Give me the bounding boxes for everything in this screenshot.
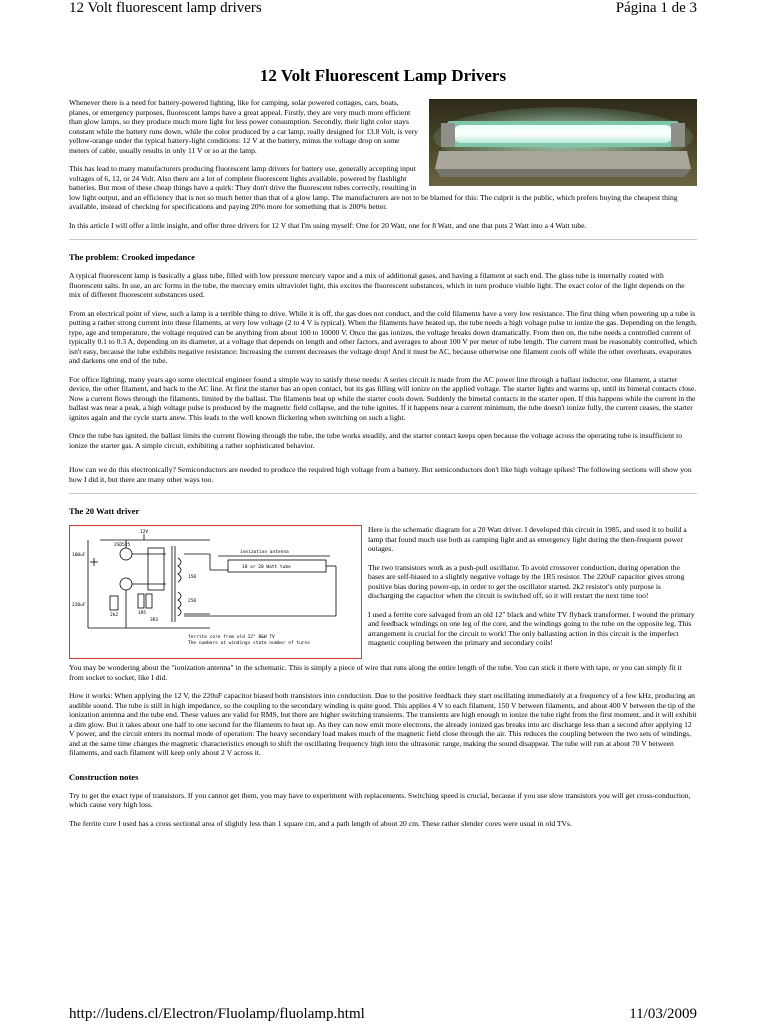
construction-paragraph-2: The ferrite core I used has a cross sectional area of slightly less than 1 square cm, and a path length of about 20 cm. These rather slender cores were usual in old TVs.	[69, 818, 572, 828]
driver-paragraph-2: The two transistors work as a push-pull oscillator. To avoid crossover conduction, during operation the bases are self-biased to a slightly negative voltage by the 1R5 resistor. The 220uF capacitor gives strong positive bias during power-up, in order to get the oscillator started. 2k2 resistor's only purpose is discharging the capacitor when the circuit is switched off, so it will restart the next time too!	[368, 562, 685, 600]
driver-paragraph-5: How it works: When applying the 12 V, the 220uF capacitor biased both transistors into conduction. Due to the positive feedback they start oscillating immediately at a frequency of a few kHz, producing an audible sound. The tube is still in high impedance, so the coupling to the secondary winding is quite good. This applies 4 V to each filament, 150 V between filaments, and about 400 V between the tip of the ionization antenna and the tube end. These values are valid for RMS, but there are higher switching transients. The transients are high enough to ionize the tube right from the first moment, and it will exhibit a dim glow. But it takes about one half to one second for the filaments to heat up. As they can now emit more electrons, the already ionized gas breaks into arc discharge less than a second after applying 12 V power, and the circuit enters its normal mode of operation: The heavy secondary load makes much of the magnetic field close through the air. This reduces the coupling between the two sets of windings, and at the same time changes the magnetic characteristics enough to shift the oscillating frequency high into the ultrasonic range, making the sound disappear. The tube will run at about 70 V between filaments, and each filament will keep only about 2 V across it.	[69, 691, 697, 757]
schematic-label-100uf: 100uF	[72, 553, 86, 558]
schematic-label-3r3: 3R3	[150, 618, 159, 623]
driver-paragraph-3: I used a ferrite core salvaged from an old 12" black and white TV flyback transformer. I wound the primary and feedback windings on one leg of the core, and the windings going to the tube on the opposite leg. This arrangement is crucial for the circuit to work! The only ballasting action in this circuit is the imperfect magnetic coupling between the primary and secondary coils!	[368, 609, 695, 647]
schematic-label-220uf: 220uF	[72, 603, 86, 608]
article	[69, 66, 697, 837]
page-header-pagenum: Página 1 de 3	[615, 0, 697, 16]
driver-paragraph-1: Here is the schematic diagram for a 20 Watt driver. I developed this circuit in 1985, and used it to build a lamp that found much use both as camping light and as emergency light during the then-frequent power outages.	[368, 525, 687, 553]
intro-paragraph-2: This has lead to many manufacturers producing fluorescent lamp drivers for battery use, generally accepting input voltages of 6, 12, or 24 Volt. Also there are a lot of complete fluorescent lights available, powered by flashlight batteries. But most of these cheap things have a quirk: They don't drive the fluorescent tubes correctly, resulting in low light output, and an efficiency that is not so much better than that of a glow lamp. The manufacturers are not to be blamed for this: The culprit is the public, which prefers buying the cheapest thing available, instead of checking for specifications and paying 20% more for something that is 200% better.	[69, 164, 678, 211]
section-heading-construction: Construction notes	[69, 771, 139, 782]
page-footer-date: 11/03/2009	[629, 1006, 697, 1022]
schematic-diagram	[69, 525, 362, 659]
schematic-label-250: 250	[188, 599, 197, 604]
schematic-label-1r5: 1R5	[138, 611, 147, 616]
schematic-label-ferrite: ferrite core from old 12" B&W TV	[188, 635, 275, 640]
schematic-label-150: 150	[188, 575, 197, 580]
schematic-label-2sd525: 2SD525	[114, 543, 131, 548]
problem-paragraph-5: How can we do this electronically? Semiconductors are needed to produce the required high voltage from a battery. But semiconductors don't like high voltage spikes! The following sections will show you how I did it, but there are many other ways too.	[69, 465, 692, 484]
problem-paragraph-4: Once the tube has ignited, the ballast limits the current flowing through the tube, the tube works steadily, and the starter contact keeps open because the voltage across the operating tube is insufficient to ionize the starter gas. A simple circuit, exhibiting a rather sophisticated behavior.	[69, 431, 683, 450]
page-footer-url[interactable]: http://ludens.cl/Electron/Fluolamp/fluolamp.html	[69, 1006, 365, 1022]
driver-paragraph-4: You may be wondering about the "ionization antenna" in the schematic. This is simply a piece of wire that runs along the entire length of the tube. You can stick it there with tape, or you can simply fit it from socket to socket, like I did.	[69, 663, 682, 682]
section-heading-20w-driver: The 20 Watt driver	[69, 506, 140, 516]
page-header-title: 12 Volt fluorescent lamp drivers	[69, 0, 262, 16]
intro-section	[69, 98, 697, 230]
schematic-label-tube: 18 or 20 Watt tube	[242, 565, 291, 570]
intro-paragraph-1: Whenever there is a need for battery-powered lighting, like for camping, solar powered cottages, cars, boats, planes, or emergency purposes, fluorescent lamps have a great appeal. Firstly, they are very much more efficient than glow lamps, so they produce much more light for less power consumption. Secondly, their light color stays constant while the battery runs down, while the color produced by a car lamp, really designed for 13.8 Volt, is very yellow-orange under the typical battery-light conditions: 12 V at the battery, minus the voltage drop on some meters of cable, usually results in only 11 V or so at the lamp.	[69, 98, 418, 155]
schematic-label-2k2: 2k2	[110, 613, 119, 618]
divider	[69, 493, 697, 494]
schematic-label-numbers: The numbers at windings state number of turns	[188, 641, 310, 646]
section-heading-problem: The problem: Crooked impedance	[69, 252, 195, 262]
problem-paragraph-3: For office lighting, many years ago some electrical engineer found a simple way to satisfy these needs: A series circuit is made from the AC power line through a ballast inductor, one filament, a starter device, the other filament, and back to the AC line. At first the starter has an open contact, but its gas filling will ionize on the applied voltage. The starter lights and warms up, until its bimetal contacts close. Now a current flows through the filaments, limited by the ballast. The filaments heat up while the starter cools down. Suddenly the bimetal contacts in the starter open. If this happens while the current in the ballast was near a peak, a high voltage pulse is produced by the magnetic field collapse, and the tube ignites. If it happens near a current minimum, the tube doesn't ionize fully, the current ceases, the starter ignites again and the cycle starts anew. This leads to the well known flickering when switching on such a light.	[69, 374, 697, 422]
schematic-label-12v: 12V	[140, 530, 149, 535]
problem-paragraph-1: A typical fluorescent lamp is basically a glass tube, filled with low pressure mercury vapor and a mix of additional gases, and having a filament at each end. The glass tube is internally coated with fluorescent salts. In use, an arc forms in the tube, the mercury emits ultraviolet light, this excites the fluorescent substances, which in turn produce visible light. The exact color of the light depends on the mix of different fluorescent substances used.	[69, 271, 685, 299]
schematic-label-antenna: ionization antenna	[240, 550, 289, 555]
intro-paragraph-3: In this article I will offer a little insight, and offer three drivers for 12 V that I'm using myself: One for 20 Watt, one for 8 Watt, and one that puts 2 Watt into a 4 Watt tube.	[69, 220, 587, 230]
problem-paragraph-2: From an electrical point of view, such a lamp is a terrible thing to drive. While it is off, the gas does not conduct, and the cold filaments have a very low resistance. The first thing when powering up a tube is putting a rather strong current into these filaments, at very low voltage (2 to 4 V is typical). When the filaments have heated up, the tube needs a high voltage pulse to ionize the gas. Depending on the length, type, age and temperature, the voltage required can be anything from about 100 to 10000 V. Once the gas ionizes, the voltage breaks down dramatically. From then on, the tube needs a controlled current of typically 0.1 to 0.3 A, depending on its diameter, at a voltage that depends on length and other factors, and averages to about 100 V per meter of tube length. The current must be reasonably controlled, which isn't easy, because the tube exhibits negative resistance: Increasing the current decreases the voltage drop! And it must be AC, because otherwise one filament cools off while the other overheats, evaporates and darkens one end of the tube.	[69, 308, 697, 365]
construction-paragraph-1: Try to get the exact type of transistors. If you cannot get them, you may have to experiment with replacements. Switching speed is crucial, because if you use slow transistors you will get cross-conduction, which cause very high loss.	[69, 790, 691, 809]
lamp-photo	[429, 99, 697, 186]
page-title: 12 Volt Fluorescent Lamp Drivers	[259, 66, 507, 85]
divider	[69, 239, 697, 240]
